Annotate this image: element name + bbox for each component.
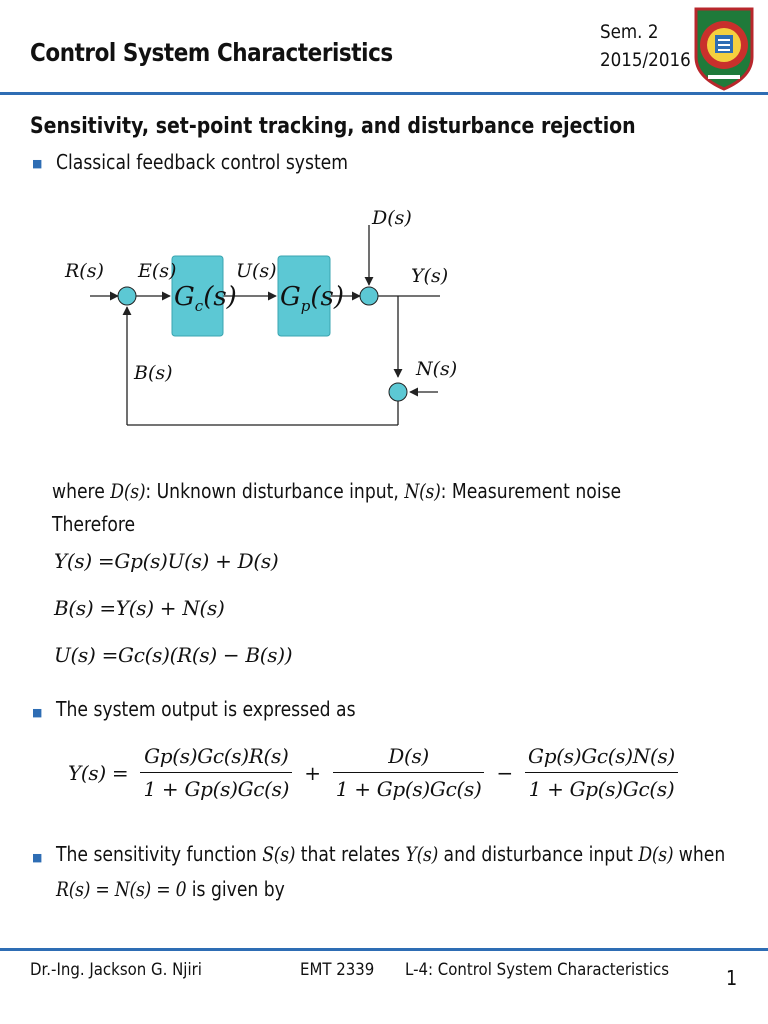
label-E: E(s): [138, 260, 177, 282]
label-N: N(s): [416, 358, 458, 380]
disturbance-symbol: D(s): [110, 479, 146, 503]
minus-sign: −: [496, 760, 513, 785]
label-B: B(s): [134, 362, 173, 384]
section-heading: Sensitivity, set-point tracking, and disturbance rejection: [30, 114, 636, 139]
sensitivity-text-1: The sensitivity function: [56, 842, 257, 866]
noise-symbol: N(s): [404, 479, 441, 503]
controller-label: $G_c(s)$: [174, 282, 237, 315]
disturbance-symbol-2: D(s): [638, 842, 674, 866]
term-disturbance: [333, 744, 485, 801]
label-D: D(s): [372, 207, 412, 229]
bullet-marker: ■: [32, 706, 43, 719]
summing-junction-disturbance: [360, 287, 378, 305]
equation-b: B(s) =Y(s) + N(s): [54, 596, 225, 620]
bullet-marker: ■: [32, 851, 43, 864]
sensitivity-symbol: S(s): [262, 842, 296, 866]
where-prefix: where: [52, 479, 105, 503]
page-title: Control System Characteristics: [30, 38, 393, 67]
summing-junction-error: [118, 287, 136, 305]
block-diagram: [60, 195, 460, 435]
sensitivity-condition-line: [56, 877, 285, 901]
header-divider: [0, 92, 768, 95]
sensitivity-text-4: when: [678, 842, 726, 866]
term-reference: [140, 744, 292, 801]
footer-divider: [0, 948, 768, 951]
output-equation: [62, 744, 678, 801]
bullet-marker: ■: [32, 157, 43, 170]
plus-sign: +: [304, 760, 321, 785]
noise-desc: : Measurement noise: [440, 479, 622, 503]
equation-u: U(s) =Gc(s)(R(s) − B(s)): [54, 643, 293, 667]
equation-y: Y(s) =Gp(s)U(s) + D(s): [54, 549, 279, 573]
footer-course: EMT 2339: [300, 960, 375, 980]
term3-numerator: Gp(s)Gc(s)N(s): [528, 744, 675, 768]
output-symbol: Y(s): [405, 842, 439, 866]
term2-denominator: 1 + Gp(s)Gc(s): [333, 772, 485, 801]
semester-info: [600, 18, 691, 74]
university-logo: [690, 5, 758, 91]
output-lhs: Y(s) =: [68, 760, 129, 785]
footer-lecture: L-4: Control System Characteristics: [405, 960, 670, 980]
label-Y: Y(s): [411, 265, 449, 287]
bullet-sensitivity: [56, 842, 725, 866]
term-noise: [525, 744, 678, 801]
term1-numerator: Gp(s)Gc(s)R(s): [144, 744, 289, 768]
bullet-classical-feedback: Classical feedback control system: [56, 150, 349, 174]
label-U: U(s): [236, 260, 277, 282]
term1-denominator: 1 + Gp(s)Gc(s): [140, 772, 292, 801]
sensitivity-text-2: that relates: [300, 842, 401, 866]
plant-label: $G_p(s)$: [280, 282, 345, 315]
sensitivity-text-3: and disturbance input: [443, 842, 633, 866]
condition-expression: R(s) = N(s) = 0: [56, 877, 187, 901]
semester-label: Sem. 2: [600, 21, 659, 43]
summing-junction-noise: [389, 383, 407, 401]
bullet-system-output: The system output is expressed as: [56, 697, 356, 721]
label-R: R(s): [65, 260, 104, 282]
footer-author: Dr.-Ing. Jackson G. Njiri: [30, 960, 202, 980]
term3-denominator: 1 + Gp(s)Gc(s): [525, 772, 678, 801]
disturbance-desc: : Unknown disturbance input,: [145, 479, 399, 503]
therefore-label: Therefore: [52, 512, 136, 536]
term2-numerator: D(s): [388, 744, 429, 768]
page-number: 1: [726, 966, 738, 990]
where-line: [52, 479, 621, 503]
sensitivity-text-5: is given by: [191, 877, 285, 901]
year-label: 2015/2016: [600, 49, 691, 71]
